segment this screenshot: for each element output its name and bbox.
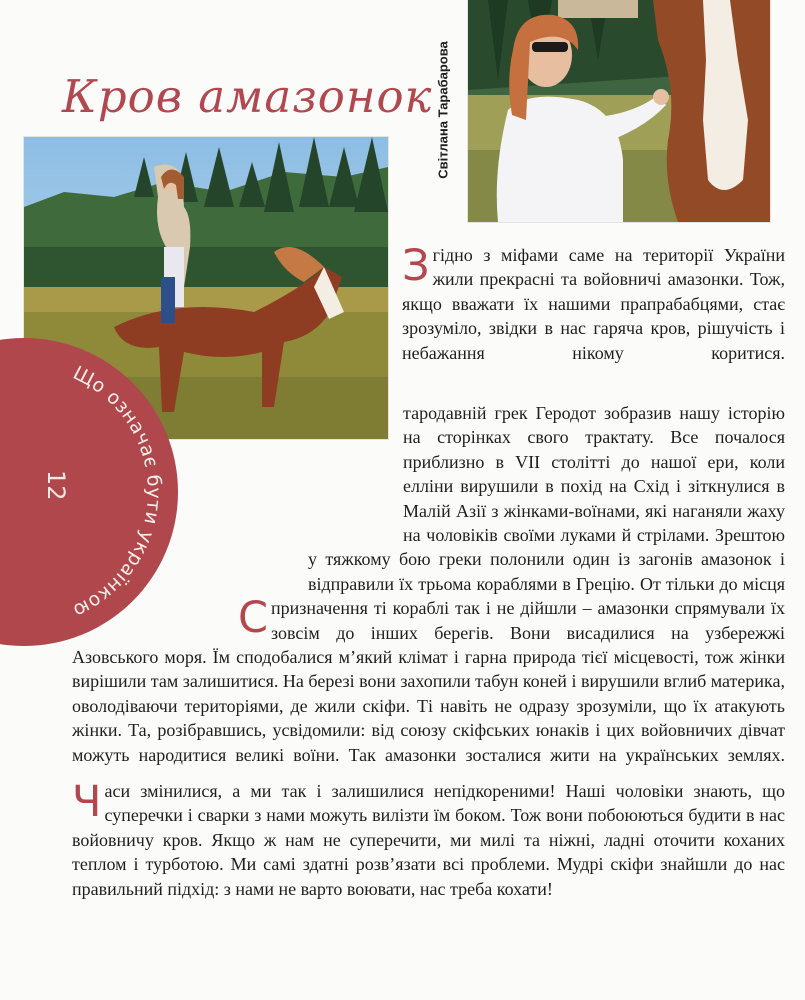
page-number: 12 <box>42 470 70 501</box>
paragraph-1 <box>402 243 785 365</box>
text-wrap-spacer <box>72 547 308 595</box>
text-wrap-spacer <box>72 595 238 643</box>
text-wrap-spacer <box>72 401 403 547</box>
paragraph-text: тародавній грек Геродот зобразив нашу історію на сторінках свого трактату. Все почалося приблизно в VII столітті до нашої ери, коли елліни вирушили в похід на Схід і зіткнулися в Малій Азії з жінками-воїнами, які наганяли жаху на чоловіків своїми луками й стрілами. Зрештою у тяжкому бою греки полонили один із загонів амазонок і відправили їх трьома кораблями в Грецію. От тільки до місця призначення ті кораблі так і не дійшли – амазонки спрямували їх зовсім до інших берегів. Вони висадилися на узбережжі Азовського моря. Їм сподобалися м’який клімат і гарна природа тієї місцевості, тож жінки вирішили там залишитися. На березі вони захопили табун коней і вирушили вглиб материка, оволодіваючи територіями, де жили скіфи. Ті навіть не одразу зрозуміли, що їх атакують жінки. Та, розібравшись, усвідомили: від союзу скіфських юнаків і цих войовничих дівчат можуть народитися великі воїни. Так амазонки зосталися жити на українських землях. <box>72 403 785 765</box>
section-label: Що означає бути українкою <box>69 361 166 623</box>
drop-cap: С <box>238 593 269 643</box>
paragraph-2 <box>72 401 785 767</box>
paragraph-text: аси змінилися, а ми так і залишилися непідкореними! Наші чоловіки знають, що суперечки і сварки з нами можуть вилізти їм боком. Тож вони побоюються будити в нас войовничу кров. Якщо ж нам не суперечити, ми милі та ніжні, ладні оточити коханих теплом і турботою. Ми самі здатні розв’язати всі проблеми. Мудрі скіфи знайшли до нас правильний підхід: з нами не варто воювати, нас треба кохати! <box>72 781 785 899</box>
photo-caption: Світлана Тарабарова <box>435 41 451 179</box>
paragraph-3 <box>72 779 785 901</box>
drop-cap: Ч <box>72 777 102 827</box>
paragraph-text: гідно з міфами саме на території України жили прекрасні та войовничі амазонки. Тож, якщо вважати їх нашими прапрабабцями, стає зрозуміло, звідки в нас гаряча кров, рішучість і небажання нікому коритися. <box>402 245 785 363</box>
photo-woman-with-horse <box>468 0 770 222</box>
drop-cap: З <box>402 241 430 291</box>
page-title: Кров амазонок <box>62 70 433 123</box>
